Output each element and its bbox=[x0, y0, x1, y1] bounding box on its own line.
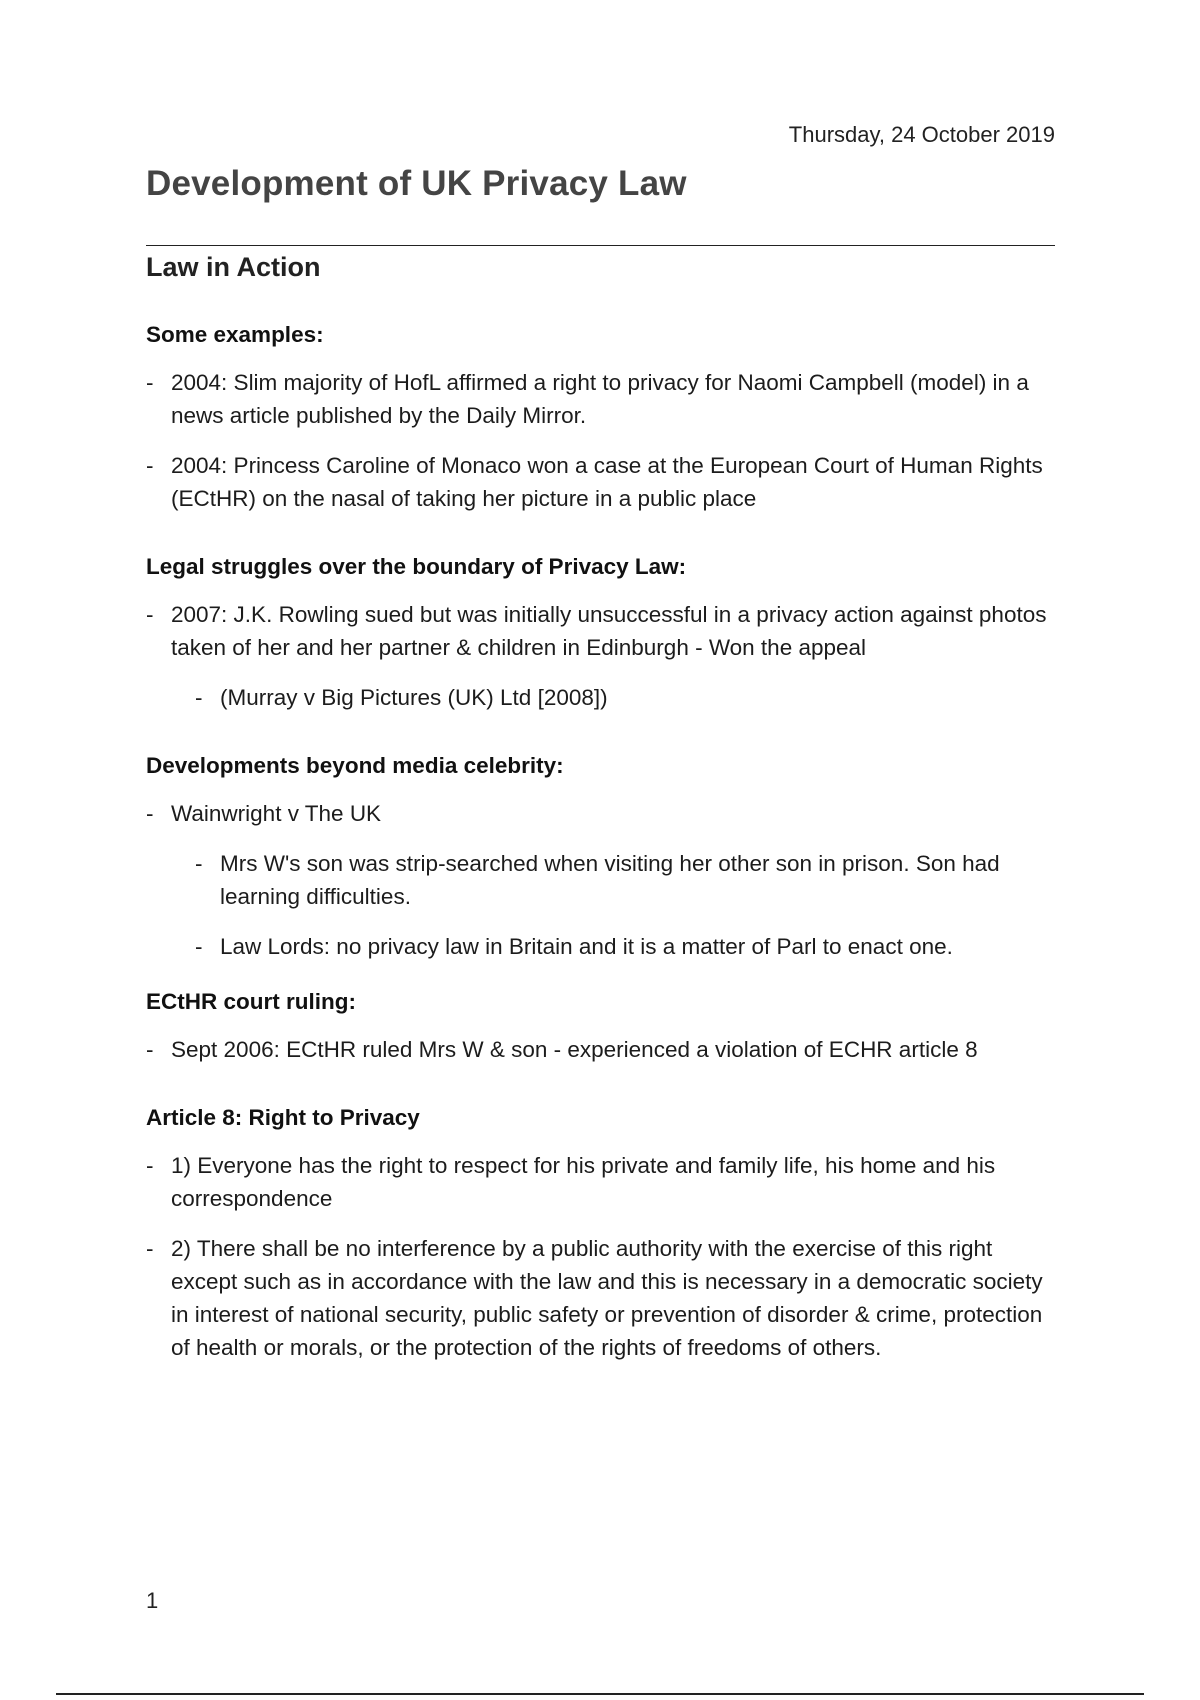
list-item-text: Sept 2006: ECtHR ruled Mrs W & son - experienced a violation of ECHR article 8 bbox=[171, 1037, 978, 1062]
document-date: Thursday, 24 October 2019 bbox=[788, 122, 1055, 147]
page-number: 1 bbox=[146, 1588, 159, 1613]
dash-bullet-icon: - bbox=[195, 851, 203, 876]
sub-list-item bbox=[195, 681, 1061, 714]
list-item bbox=[146, 366, 1061, 432]
section-heading: Legal struggles over the boundary of Privacy Law: bbox=[146, 554, 687, 579]
sub-list-item-text: Law Lords: no privacy law in Britain and it is a matter of Parl to enact one. bbox=[220, 934, 953, 959]
section-heading: Article 8: Right to Privacy bbox=[146, 1105, 420, 1130]
dash-bullet-icon: - bbox=[146, 370, 154, 395]
dash-bullet-icon: - bbox=[195, 934, 203, 959]
section-some-examples bbox=[146, 318, 1061, 515]
page-bottom-divider bbox=[56, 1693, 1144, 1695]
dash-bullet-icon: - bbox=[146, 801, 154, 826]
bullet-list bbox=[146, 1033, 1061, 1066]
sub-list-item-text: Mrs W's son was strip-searched when visiting her other son in prison. Son had learning difficulties. bbox=[220, 851, 1000, 909]
list-item-text: 2004: Slim majority of HofL affirmed a right to privacy for Naomi Campbell (model) in a news article published by the Daily Mirror. bbox=[171, 370, 1029, 428]
document-body bbox=[146, 318, 1061, 1399]
sub-bullet-list bbox=[195, 681, 1061, 714]
list-item-text: 1) Everyone has the right to respect for his private and family life, his home and his correspondence bbox=[171, 1153, 996, 1211]
list-item bbox=[146, 1149, 1061, 1215]
dash-bullet-icon: - bbox=[146, 1236, 154, 1261]
dash-bullet-icon: - bbox=[146, 1153, 154, 1178]
list-item bbox=[146, 797, 1061, 963]
dash-bullet-icon: - bbox=[195, 685, 203, 710]
bullet-list bbox=[146, 797, 1061, 963]
list-item bbox=[146, 598, 1061, 714]
page-title: Development of UK Privacy Law bbox=[146, 164, 687, 203]
section-legal-struggles bbox=[146, 550, 1061, 714]
list-item-text: 2007: J.K. Rowling sued but was initially unsuccessful in a privacy action against photos taken of her and her partner & children in Edinburgh - Won the appeal bbox=[171, 602, 1047, 660]
list-item bbox=[146, 449, 1061, 515]
list-item-text: 2004: Princess Caroline of Monaco won a case at the European Court of Human Rights (ECtHR) on the nasal of taking her picture in a public place bbox=[171, 453, 1043, 511]
list-item bbox=[146, 1232, 1061, 1364]
sub-list-item bbox=[195, 930, 1061, 963]
list-item-text: 2) There shall be no interference by a public authority with the exercise of this right except such as in accordance with the law and this is necessary in a democratic society in interest of national security, public safety or prevention of disorder & crime, protection of health or morals, or the protection of the rights of freedoms of others. bbox=[171, 1236, 1043, 1360]
dash-bullet-icon: - bbox=[146, 602, 154, 627]
section-heading: Some examples: bbox=[146, 322, 324, 347]
sub-bullet-list bbox=[195, 847, 1061, 963]
dash-bullet-icon: - bbox=[146, 453, 154, 478]
dash-bullet-icon: - bbox=[146, 1037, 154, 1062]
section-heading: ECtHR court ruling: bbox=[146, 989, 356, 1014]
bullet-list bbox=[146, 366, 1061, 515]
bullet-list bbox=[146, 598, 1061, 714]
list-item bbox=[146, 1033, 1061, 1066]
section-ecthr-ruling bbox=[146, 985, 1061, 1066]
list-item-text: Wainwright v The UK bbox=[171, 801, 382, 826]
section-heading: Developments beyond media celebrity: bbox=[146, 753, 564, 778]
page-subtitle: Law in Action bbox=[146, 252, 321, 282]
sub-list-item bbox=[195, 847, 1061, 913]
title-divider bbox=[146, 245, 1055, 246]
sub-list-item-text: (Murray v Big Pictures (UK) Ltd [2008]) bbox=[220, 685, 608, 710]
section-article-8 bbox=[146, 1101, 1061, 1364]
bullet-list bbox=[146, 1149, 1061, 1364]
section-beyond-media bbox=[146, 749, 1061, 963]
